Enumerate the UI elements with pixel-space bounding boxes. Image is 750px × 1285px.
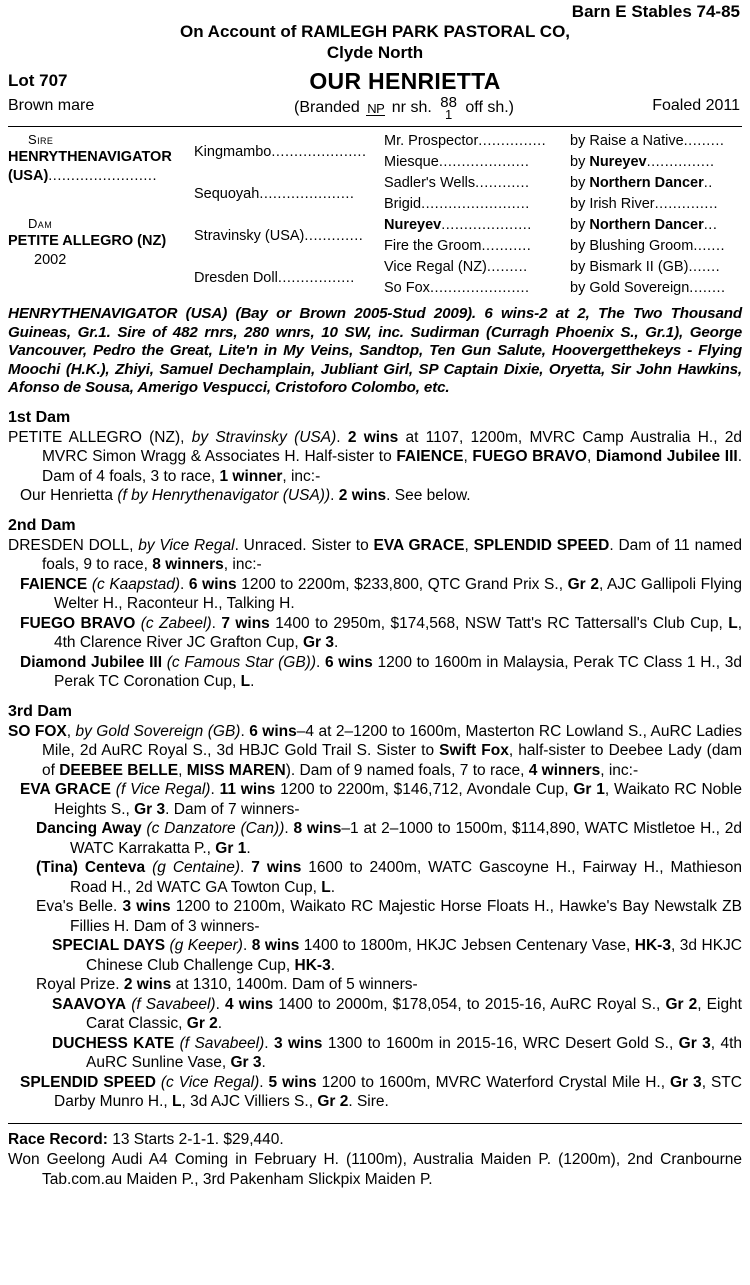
pedigree-entry: SAAVOYA (f Savabeel). 4 wins 1400 to 2000m, $178,054, to 2015-16, AuRC Royal S., Gr 2, Eight Carat Classic, Gr 2.	[52, 995, 742, 1033]
pedigree-col-parents-0	[8, 131, 194, 299]
pedigree-entry: SPLENDID SPEED (c Vice Regal). 5 wins 1200 to 1600m, MVRC Waterford Crystal Mile H., Gr 3, STC Darby Munro H., L, 3d AJC Villiers S., Gr 2. Sire.	[20, 1073, 742, 1111]
gp-name-2: Sadler's Wells............	[384, 175, 530, 191]
gp-name-6: Vice Regal (NZ).........	[384, 259, 528, 275]
gp-name-5: Fire the Groom...........	[384, 238, 532, 254]
pedigree-col-grandparents	[384, 131, 742, 299]
pedigree-entry: Dancing Away (c Danzatore (Can)). 8 wins–1 at 2–1000 to 1500m, $114,890, WATC Mistletoe H., 2d WATC Karrakatta P., Gr 1.	[36, 820, 742, 857]
gp-name-1: Miesque....................	[384, 154, 530, 170]
pedigree-grandparent-row	[384, 215, 742, 236]
sire-block	[8, 131, 194, 215]
dam-block	[8, 215, 194, 299]
pedigree-entry: Royal Prize. 2 wins at 1310, 1400m. Dam of 5 winners-	[36, 976, 418, 994]
race-record-divider	[8, 1123, 742, 1124]
race-record-starts: 13 Starts 2-1-1. $29,440.	[112, 1130, 284, 1148]
gp-by-3: by Irish River..............	[570, 196, 719, 212]
lot-and-name-row	[8, 68, 742, 94]
gp-by-2: by Northern Dancer..	[570, 175, 713, 191]
gp-by-1: by Nureyev...............	[570, 154, 715, 170]
pedigree-grandparent-row	[384, 152, 742, 173]
pedigree-grandparent-row	[384, 194, 742, 215]
pedigree-entry: Diamond Jubilee III (c Famous Star (GB)). 6 wins 1200 to 1600m in Malaysia, Perak TC Class 1 H., 3d Perak TC Coronation Cup, L.	[20, 653, 742, 691]
pedigree-grandparent-row	[384, 131, 742, 152]
pedigree-entry: Our Henrietta (f by Henrythenavigator (USA)). 2 wins. See below.	[20, 487, 471, 505]
pedigree-parent-2: Stravinsky (USA) .............	[194, 227, 364, 244]
brand-number-stack	[440, 94, 457, 122]
dam-heading: 1st Dam	[8, 408, 71, 426]
race-record-label: Race Record:	[8, 1130, 108, 1148]
branding-description	[218, 96, 590, 120]
race-record-summary	[8, 1130, 742, 1150]
pedigree-grid	[8, 131, 742, 299]
brand-number-top: 88	[440, 94, 457, 111]
branded-side-off: off sh.)	[465, 99, 515, 117]
race-record-detail: Won Geelong Audi A4 Coming in February H. (1100m), Australia Maiden P. (1200m), 2nd Cranbourne Tab.com.au Maiden P., 3rd Pakenham Slickpix Maiden P.	[8, 1150, 742, 1188]
pedigree-parent-1: Sequoyah .....................	[194, 185, 355, 202]
colour-branding-row	[8, 96, 742, 120]
pedigree-entry: DRESDEN DOLL, by Vice Regal. Unraced. Sister to EVA GRACE, SPLENDID SPEED. Dam of 11 named foals, 9 to race, 8 winners, inc:-	[8, 536, 742, 574]
dam-sections	[8, 407, 742, 1112]
pedigree-entry: Eva's Belle. 3 wins 1200 to 2100m, Waikato RC Majestic Horse Floats H., Hawke's Bay Newstalk ZB Fillies H. Dam of 3 winners-	[36, 898, 742, 935]
brand-number-bottom: 1	[444, 107, 453, 122]
pedigree-entry: SO FOX, by Gold Sovereign (GB). 6 wins–4 at 2–1200 to 1600m, Masterton RC Lowland S., AuRC Ladies Mile, 2d AuRC Royal S., 3d HBJC Gold Trail S. Sister to Swift Fox, half-sister to Deebee Lady (dam of DEEBEE BELLE, MISS MAREN). Dam of 9 named foals, 7 to race, 4 winners, inc:-	[8, 722, 742, 779]
pedigree-parent-3: Dresden Doll .................	[194, 269, 355, 286]
lot-number: Lot 707	[8, 71, 68, 90]
page-title: OUR HENRIETTA	[309, 68, 501, 94]
pedigree-entry: FAIENCE (c Kaapstad). 6 wins 1200 to 2200m, $233,800, QTC Grand Prix S., Gr 2, AJC Gallipoli Flying Welter H., Raconteur H., Talking H.	[20, 575, 742, 613]
gp-name-4: Nureyev....................	[384, 217, 532, 233]
gp-by-6: by Bismark II (GB).......	[570, 259, 721, 275]
foaled-year: Foaled 2011	[652, 97, 740, 114]
dam-heading: 3rd Dam	[8, 702, 73, 720]
branded-side-near: nr sh.	[391, 99, 432, 117]
gp-by-4: by Northern Dancer...	[570, 217, 718, 233]
pedigree-grandparent-row	[384, 278, 742, 299]
pedigree-grandparent-row	[384, 236, 742, 257]
pedigree-grandparent-row	[384, 257, 742, 278]
gp-name-3: Brigid........................	[384, 196, 530, 212]
account-line-2: Clyde North	[326, 43, 424, 62]
sire-name-suffix: (USA)........................	[8, 168, 157, 184]
dam-year: 2002	[34, 252, 67, 268]
pedigree-entry: EVA GRACE (f Vice Regal). 11 wins 1200 to 2200m, $146,712, Avondale Cup, Gr 1, Waikato RC Noble Heights S., Gr 3. Dam of 7 winners-	[20, 781, 742, 818]
gp-name-0: Mr. Prospector...............	[384, 133, 547, 149]
barn-stables-line: Barn E Stables 74-85	[571, 2, 740, 21]
pedigree-entry: (Tina) Centeva (g Centaine). 7 wins 1600 to 2400m, WATC Gascoyne H., Fairway H., Mathieson Road H., 2d WATC GA Towton Cup, L.	[36, 859, 742, 896]
pedigree-table	[8, 126, 742, 299]
gp-name-7: So Fox......................	[384, 280, 530, 296]
account-line-1: On Account of RAMLEGH PARK PASTORAL CO,	[179, 22, 571, 41]
sire-label: Sire	[28, 132, 54, 147]
pedigree-entry: FUEGO BRAVO (c Zabeel). 7 wins 1400 to 2950m, $174,568, NSW Tatt's RC Tattersall's Club Cup, L, 4th Clarence River JC Grafton Cup, Gr 3.	[20, 614, 742, 652]
gp-by-0: by Raise a Native.........	[570, 133, 725, 149]
pedigree-entry: SPECIAL DAYS (g Keeper). 8 wins 1400 to 1800m, HKJC Jebsen Centenary Vase, HK-3, 3d HKJC Chinese Club Challenge Cup, HK-3.	[52, 937, 742, 974]
sire-name: HENRYTHENAVIGATOR	[8, 149, 172, 165]
branded-prefix: (Branded	[293, 99, 360, 117]
gp-by-7: by Gold Sovereign........	[570, 280, 726, 296]
pedigree-entry: DUCHESS KATE (f Savabeel). 3 wins 1300 to 1600m in 2015-16, WRC Desert Gold S., Gr 3, 4th AuRC Sunline Vase, Gr 3.	[52, 1034, 743, 1072]
sire-summary-paragraph: HENRYTHENAVIGATOR (USA) (Bay or Brown 2005-Stud 2009). 6 wins-2 at 2, The Two Thousand Guineas, Gr.1. Sire of 482 rnrs, 280 wnrs, 10 SW, inc. Sudirman (Curragh Phoenix S., Gr.1), George Vancouver, Pedro the Great, Lite'n in My Veins, Sandtop, Ten Gun Salute, Hoovergetthekeys - Flying Moochi (H.K.), Zhiyi, Samuel Dechamplain, Jubliant Girl, SP Captain Dixie, Oryetta, Sir John Hawkins, Afonso de Sousa, Amerigo Vespucci, Cristoforo Colombo, etc.	[8, 305, 742, 397]
dam-label: Dam	[28, 216, 53, 231]
pedigree-col-parents-1	[194, 131, 384, 299]
pedigree-grandparent-row	[384, 173, 742, 194]
colour-sex: Brown mare	[8, 97, 95, 114]
gp-by-5: by Blushing Groom.......	[570, 238, 726, 254]
pedigree-entry: PETITE ALLEGRO (NZ), by Stravinsky (USA). 2 wins at 1107, 1200m, MVRC Camp Australia H., 2d MVRC Simon Wragg & Associates H. Half-sister to FAIENCE, FUEGO BRAVO, Diamond Jubilee III. Dam of 4 foals, 3 to race, 1 winner, inc:-	[8, 428, 743, 485]
pedigree-parent-0: Kingmambo .....................	[194, 143, 367, 160]
brand-mark-icon: NP	[367, 101, 385, 117]
dam-name: PETITE ALLEGRO (NZ)	[8, 233, 167, 249]
dam-heading: 2nd Dam	[8, 516, 76, 534]
